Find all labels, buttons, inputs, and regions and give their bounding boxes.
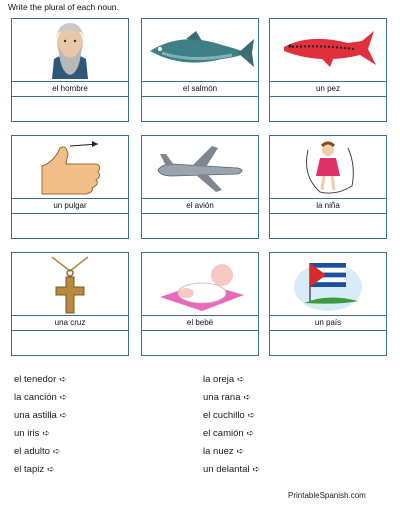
card-bebe	[141, 252, 259, 356]
answer-space	[12, 214, 128, 238]
word-item: el cuchillo ➪	[203, 410, 256, 421]
word-item: una rana ➪	[203, 392, 252, 403]
answer-space	[12, 97, 128, 121]
arrow-icon: ➪	[236, 446, 245, 456]
arrow-icon: ➪	[247, 410, 256, 420]
answer-space	[270, 331, 386, 355]
arrow-icon: ➪	[59, 392, 68, 402]
word-item: un delantal ➪	[203, 464, 261, 475]
word-item: el adulto ➪	[14, 446, 61, 457]
arrow-icon: ➪	[243, 392, 252, 402]
answer-space	[142, 97, 258, 121]
answer-space	[142, 331, 258, 355]
thumb-icon	[12, 136, 128, 198]
arrow-icon: ➪	[252, 464, 261, 474]
arrow-icon: ➪	[47, 464, 55, 474]
answer-space	[12, 331, 128, 355]
word-item: el tapiz ➪	[14, 464, 55, 475]
arrow-icon: ➪	[42, 428, 50, 438]
card-label: el salmón	[142, 81, 258, 97]
card-label: el avión	[142, 198, 258, 214]
word-item: un iris ➪	[14, 428, 50, 439]
word-item: la nuez ➪	[203, 446, 245, 457]
girl-jumping-rope-icon	[270, 136, 386, 198]
card-cruz	[11, 252, 129, 356]
word-item: el tenedor ➪	[14, 374, 67, 385]
card-pais	[269, 252, 387, 356]
card-label: una cruz	[12, 315, 128, 331]
word-item: la oreja ➪	[203, 374, 245, 385]
card-label: un pulgar	[12, 198, 128, 214]
cuba-flag-map-icon	[270, 253, 386, 315]
airplane-icon	[142, 136, 258, 198]
card-hombre	[11, 18, 129, 122]
word-item: una astilla ➪	[14, 410, 68, 421]
card-avion	[141, 135, 259, 239]
instructions: Write the plural of each noun.	[8, 2, 119, 12]
card-label: un país	[270, 315, 386, 331]
card-label: el hombre	[12, 81, 128, 97]
fish-icon	[270, 19, 386, 81]
answer-space	[270, 97, 386, 121]
word-item: el camión ➪	[203, 428, 255, 439]
arrow-icon: ➪	[52, 446, 61, 456]
card-label: la niña	[270, 198, 386, 214]
site-credit: PrintableSpanish.com	[288, 491, 366, 500]
arrow-icon: ➪	[237, 374, 245, 384]
arrow-icon: ➪	[246, 428, 255, 438]
baby-icon	[142, 253, 258, 315]
answer-space	[142, 214, 258, 238]
answer-space	[270, 214, 386, 238]
card-label: un pez	[270, 81, 386, 97]
bearded-man-icon	[12, 19, 128, 81]
arrow-icon: ➪	[59, 410, 68, 420]
card-label: el bebé	[142, 315, 258, 331]
cross-pendant-icon	[12, 253, 128, 315]
card-pulgar	[11, 135, 129, 239]
arrow-icon: ➪	[59, 374, 67, 384]
card-pez	[269, 18, 387, 122]
card-salmon	[141, 18, 259, 122]
salmon-icon	[142, 19, 258, 81]
card-nina	[269, 135, 387, 239]
word-item: la canción ➪	[14, 392, 68, 403]
